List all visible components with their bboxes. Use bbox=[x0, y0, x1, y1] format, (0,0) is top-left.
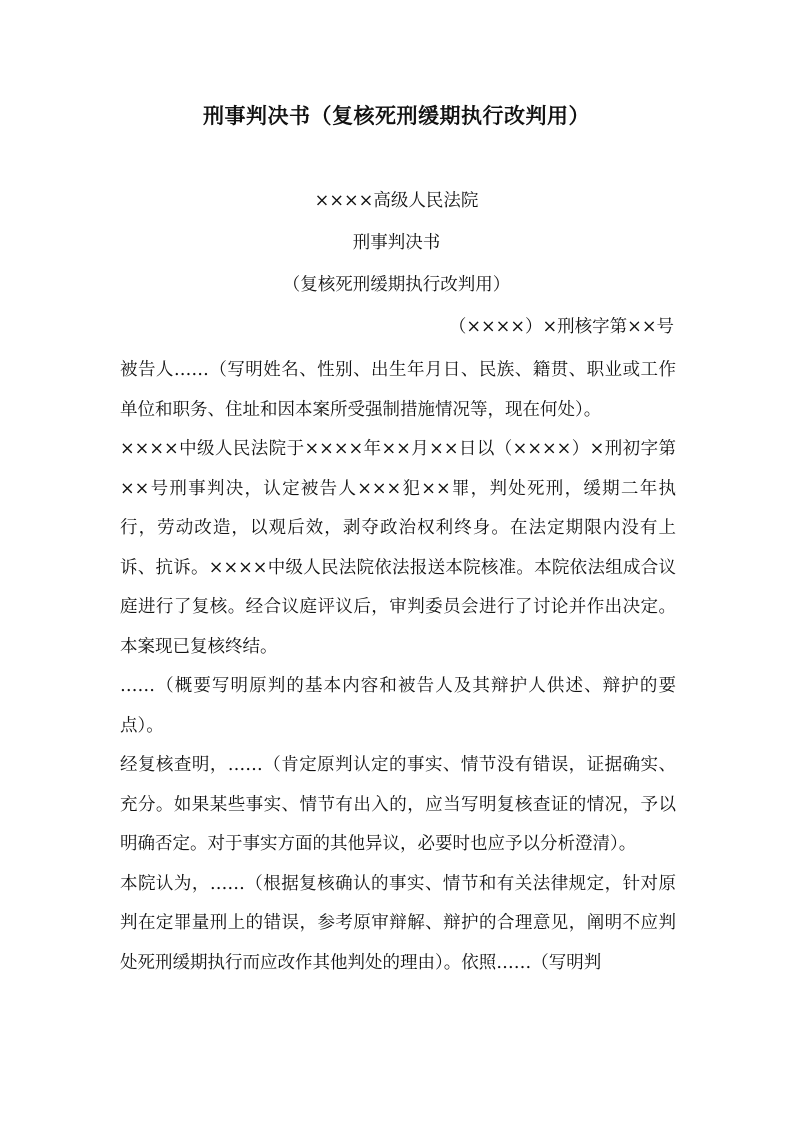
judgment-name: 刑事判决书 bbox=[352, 233, 441, 253]
court-name: ××××高级人民法院 bbox=[314, 191, 479, 211]
document-title: 刑事判决书（复核死刑缓期执行改判用） bbox=[203, 103, 590, 128]
court-opinion-paragraph: 本院认为，……（根据复核确认的事实、情节和有关法律规定，针对原判在定罪量刑上的错误，参考原审辩解、辩护的合理意见，阐明不应判处死刑缓期执行而应改作其他判处的理由）。依照……（写明判 bbox=[120, 873, 676, 973]
judgment-subtitle: （复核死刑缓期执行改判用） bbox=[282, 275, 511, 295]
case-number: （××××）×刑核字第××号 bbox=[448, 317, 674, 337]
summary-paragraph: ……（概要写明原判的基本内容和被告人及其辩护人供述、辩护的要点）。 bbox=[120, 676, 676, 736]
review-findings-paragraph: 经复核查明，……（肯定原判认定的事实、情节没有错误，证据确实、充分。如果某些事实、情节有出入的，应当写明复核查证的情况，予以明确否定。对于事实方面的其他异议，必要时也应予以分析澄清）。 bbox=[120, 755, 676, 854]
original-judgment-paragraph: ××××中级人民法院于××××年××月××日以（××××）×刑初字第××号刑事判决，认定被告人×××犯××罪，判处死刑，缓期二年执行，劳动改造，以观后效，剥夺政治权利终身。在法定期限内没有上诉、抗诉。××××中级人民法院依法报送本院核准。本院依法组成合议庭进行了复核。经合议庭评议后，审判委员会进行了讨论并作出决定。本案现已复核终结。 bbox=[120, 439, 676, 657]
document-body bbox=[120, 351, 676, 983]
defendant-paragraph: 被告人……（写明姓名、性别、出生年月日、民族、籍贯、职业或工作单位和职务、住址和因本案所受强制措施情况等，现在何处）。 bbox=[120, 360, 676, 420]
